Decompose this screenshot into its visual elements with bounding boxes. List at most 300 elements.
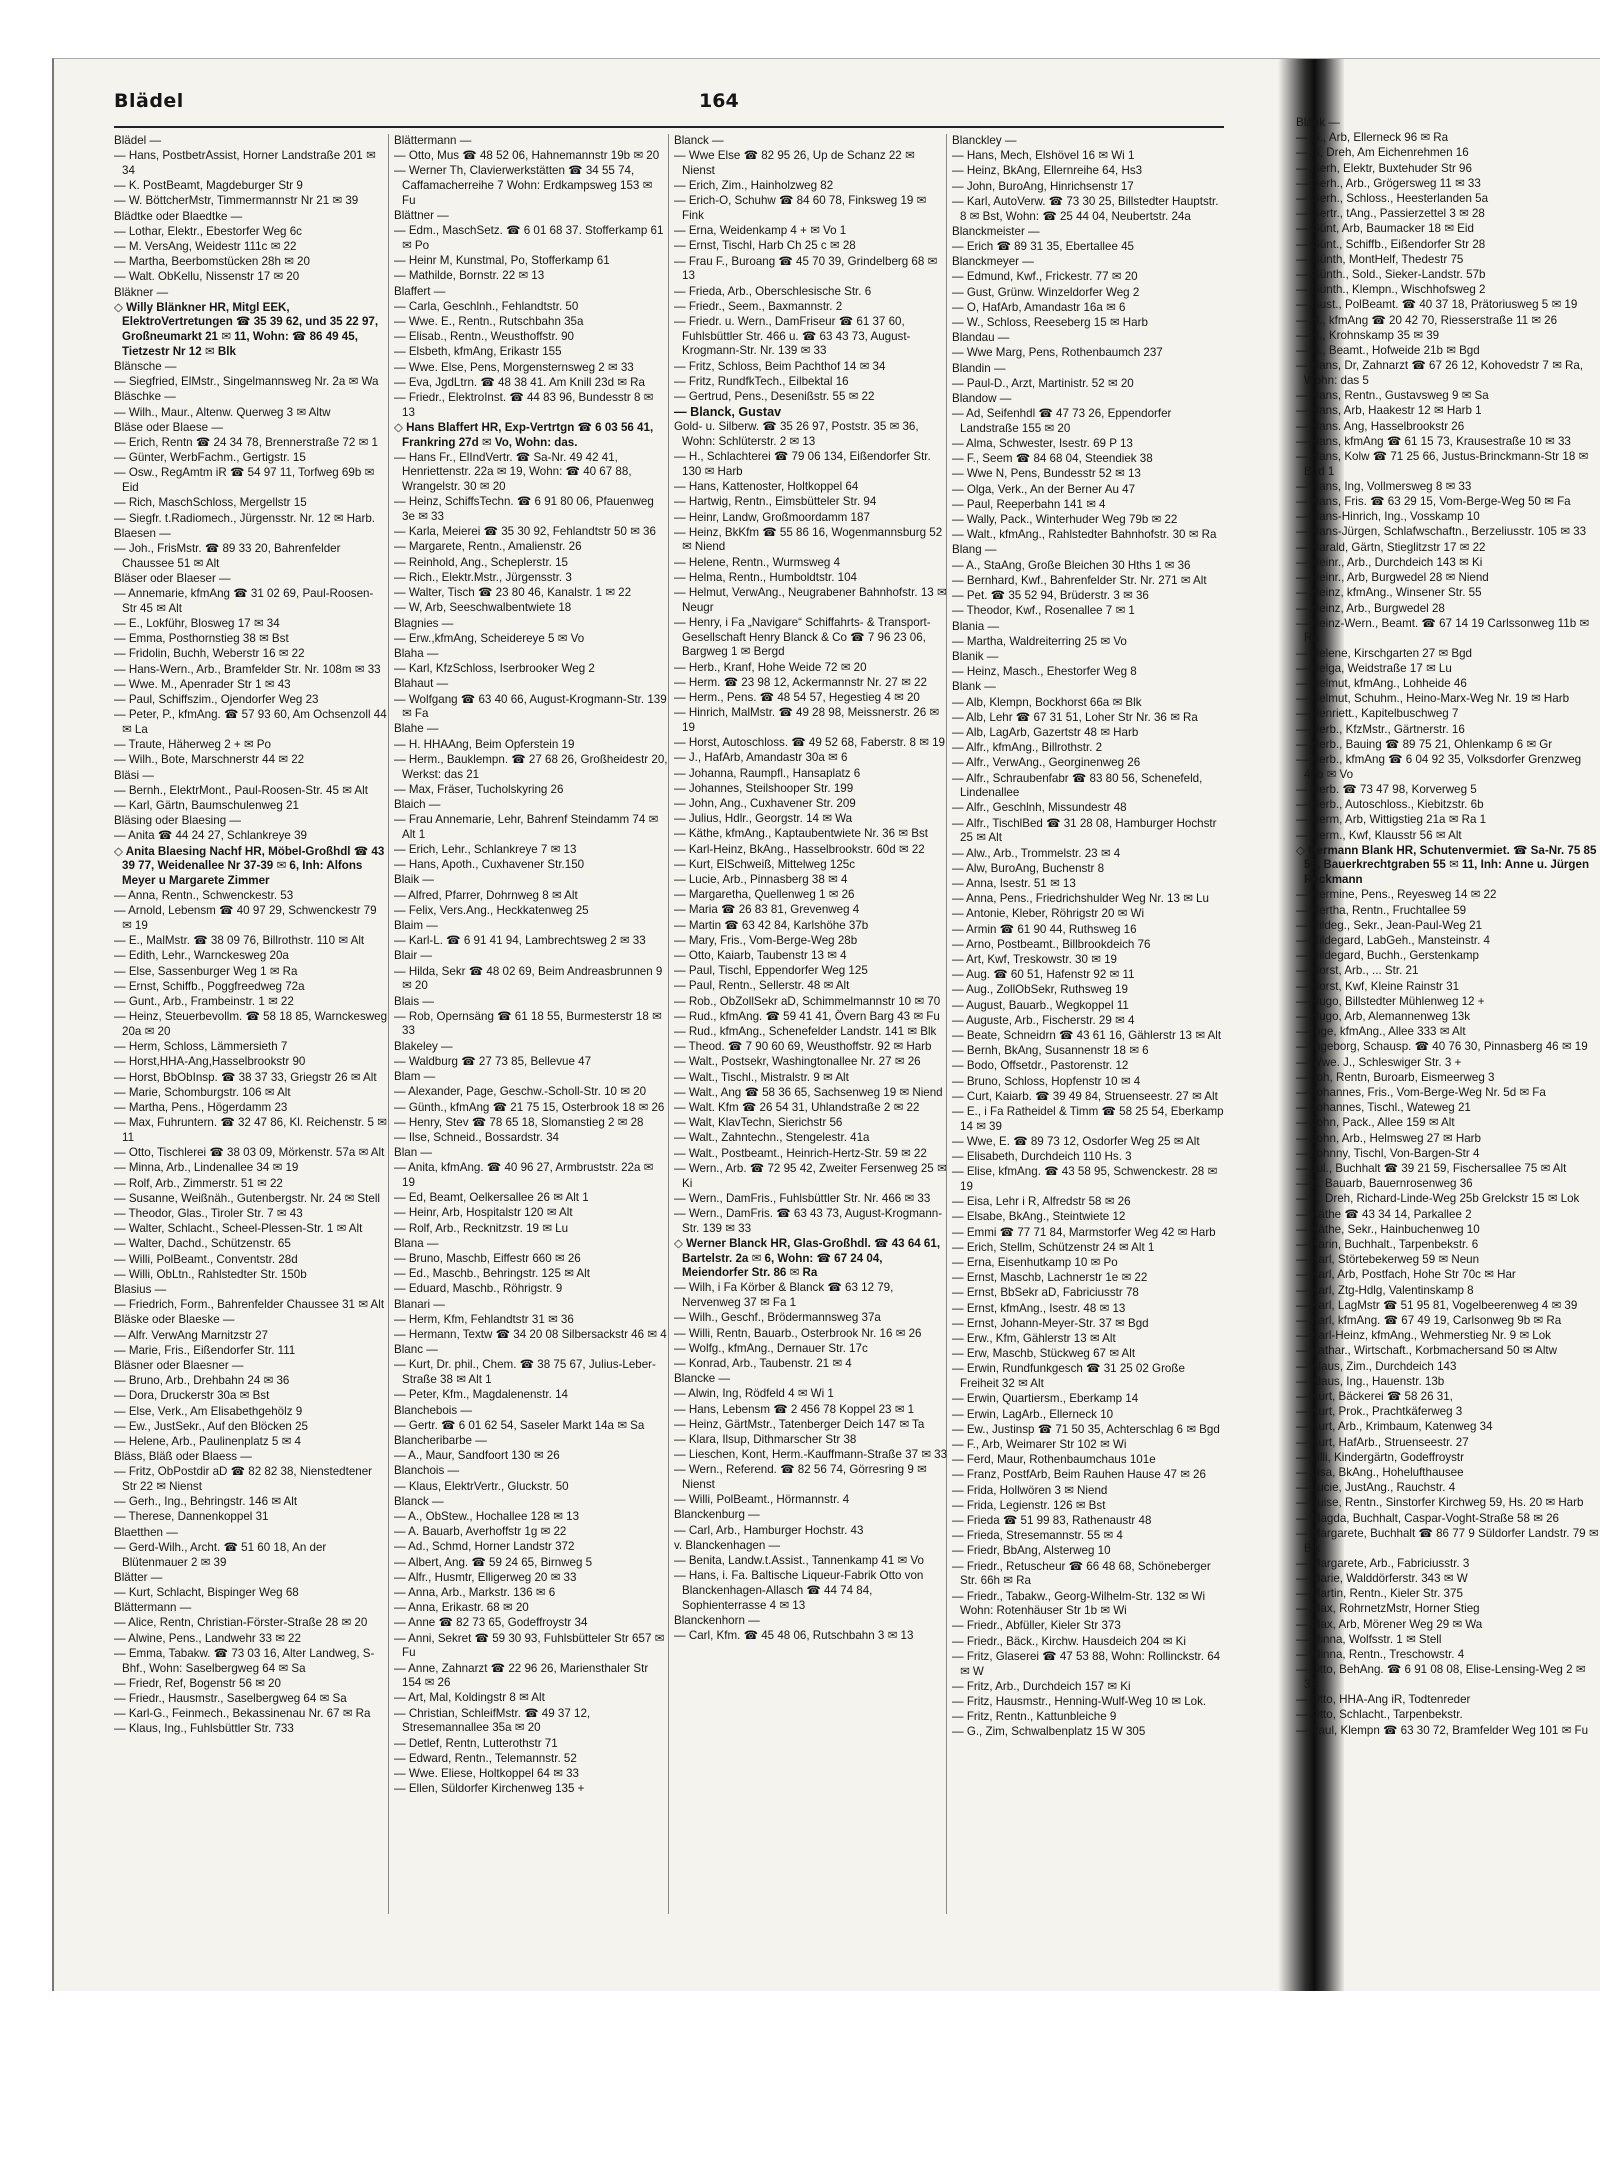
directory-entry: — Karl-L. ☎ 6 91 41 94, Lambrechtsweg 2 ✉ 33 <box>394 934 646 948</box>
directory-entry: — Wilh, i Fa Körber & Blanck ☎ 63 12 79, Nervenweg 37 ✉ Fa 1 <box>674 1281 894 1310</box>
directory-entry: — Horst, Arb., ... Str. 21 <box>1296 964 1419 978</box>
directory-entry: Blair — <box>394 949 433 963</box>
directory-entry: — G., Zim, Schwalbenplatz 15 W 305 <box>952 1725 1146 1739</box>
directory-entry: — Bruno, Arb., Drehbahn 24 ✉ 36 <box>114 1374 290 1388</box>
directory-entry: — Franz, PostfArb, Beim Rauhen Hause 47 ✉ 26 <box>952 1468 1206 1482</box>
directory-entry: — Anni, Sekret ☎ 59 30 93, Fuhlsbütteler Str 657 ✉ Fu <box>394 1631 665 1660</box>
directory-entry: — Karl, KfzSchloss, Iserbrooker Weg 2 <box>394 662 595 676</box>
directory-entry: — Osw., RegAmtm iR ☎ 54 97 11, Torfweg 69b ✉ Eid <box>114 466 375 495</box>
directory-entry: — John, BuroAng, Hinrichsenstr 17 <box>952 179 1134 193</box>
directory-entry: Blancheribarbe — <box>394 1433 487 1447</box>
directory-entry: — Emmi ☎ 77 71 84, Marmstorfer Weg 42 ✉ Harb <box>952 1225 1216 1239</box>
directory-entry: — Armin ☎ 61 90 44, Ruthsweg 16 <box>952 922 1137 936</box>
directory-entry: ◇ Willy Blänkner HR, Mitgl EEK, ElektroVertretungen ☎ 35 39 62, und 35 22 97, Großneumarkt 21 ✉ 11, Wohn: ☎ 86 49 45, Tietzestr Nr 12 ✉ Blk <box>114 300 379 358</box>
directory-entry: Bläske oder Blaeske — <box>114 1313 235 1327</box>
directory-entry: Blanik — <box>952 649 999 663</box>
directory-entry: Blanckley — <box>952 134 1017 147</box>
directory-entry: — Herb., Bauing ☎ 89 75 21, Ohlenkamp 6 ✉ Gr <box>1296 737 1553 751</box>
directory-entry: — Margarete, Arb., Fabriciusstr. 3 <box>1296 1556 1470 1570</box>
directory-entry: — Luise, Rentn., Sinstorfer Kirchweg 59, Hs. 20 ✉ Harb <box>1296 1496 1584 1510</box>
directory-entry: — Ad., Schmd, Horner Landstr 372 <box>394 1540 575 1554</box>
directory-column-1 <box>114 134 388 1924</box>
directory-entry: — Fritz, RundfkTech., Eilbektal 16 <box>674 374 849 388</box>
directory-entry: — Rob, Opernsäng ☎ 61 18 55, Burmesterstr 18 ✉ 33 <box>394 1009 662 1038</box>
directory-entry: — Arno, Postbeamt., Billbrookdeich 76 <box>952 937 1151 951</box>
directory-entry: — Kurt, Dr. phil., Chem. ☎ 38 75 67, Julius-Leber-Straße 38 ✉ Alt 1 <box>394 1358 656 1387</box>
directory-entry: Blandin — <box>952 361 1006 375</box>
directory-entry: Blancke — <box>674 1372 731 1386</box>
directory-entry: — Helene, Kirschgarten 27 ✉ Bgd <box>1296 646 1472 660</box>
directory-entry: — Waldburg ☎ 27 73 85, Bellevue 47 <box>394 1054 592 1068</box>
directory-entry: — Emma, Tabakw. ☎ 73 03 16, Alter Landweg, S-Bhf., Wohn: Saselbergweg 64 ✉ Sa <box>114 1646 375 1675</box>
directory-entry: — Heinz, BkKfm ☎ 55 86 16, Wogenmannsburg 52 ✉ Niend <box>674 525 943 554</box>
directory-entry: — Helene, Arb., Paulinenplatz 5 ✉ 4 <box>114 1434 301 1448</box>
directory-entry: — H., kfmAng ☎ 20 42 70, Riesserstraße 11 ✉ 26 <box>1296 313 1558 327</box>
directory-entry: — Art, Mal, Koldingstr 8 ✉ Alt <box>394 1691 545 1705</box>
directory-entry: — Friedr., ElektroInst. ☎ 44 83 96, Bundesstr 8 ✉ 13 <box>394 390 654 419</box>
directory-entry: Blanchebois — <box>394 1403 472 1417</box>
directory-entry: — Ernst, Johann-Meyer-Str. 37 ✉ Bgd <box>952 1316 1149 1330</box>
directory-entry: — Auguste, Arb., Fischerstr. 29 ✉ 4 <box>952 1013 1135 1027</box>
directory-entry: — Günth, MontHelf, Thedestr 75 <box>1296 252 1464 266</box>
directory-entry: — A., ObStew., Hochallee 128 ✉ 13 <box>394 1509 580 1523</box>
directory-entry: — Hildegard, Buchh., Gerstenkamp <box>1296 949 1480 963</box>
directory-entry: — Wern., Arb. ☎ 72 95 42, Zweiter Fersenweg 25 ✉ Ki <box>674 1161 947 1190</box>
directory-entry: — Erw., Kfm, Gählerstr 13 ✉ Alt <box>952 1332 1116 1346</box>
directory-entry: — Carla, Geschlnh., Fehlandtstr. 50 <box>394 299 579 313</box>
directory-entry: — K. PostBeamt, Magdeburger Str 9 <box>114 179 303 193</box>
directory-entry: — Fritz, Glaserei ☎ 47 53 88, Wohn: Rollinckstr. 64 ✉ W <box>952 1649 1221 1678</box>
directory-entry: Bläsing oder Blaesing — <box>114 814 241 828</box>
directory-entry: — Günth., Klempn., Wischhofsweg 2 <box>1296 283 1486 297</box>
directory-entry: — Kurt, ElSchweiß, Mittelweg 125c <box>674 857 856 871</box>
directory-entry: Blaik — <box>394 873 434 887</box>
directory-entry: Blandau — <box>952 331 1010 345</box>
directory-entry: — Hermann, Textw ☎ 34 20 08 Silbersackstr 46 ✉ 4 <box>394 1328 667 1342</box>
directory-entry: — Ernst, BbSekr aD, Fabriciusstr 78 <box>952 1286 1139 1300</box>
directory-entry: — Alfr., VerwAng., Georginenweg 26 <box>952 756 1141 770</box>
directory-column-4 <box>952 134 1224 1924</box>
directory-entry: — Else, Verk., Am Elisabethgehölz 9 <box>114 1404 303 1418</box>
directory-entry: — Erich, Rentn ☎ 24 34 78, Brennerstraße 72 ✉ 1 <box>114 436 378 450</box>
directory-entry: — Hans, i. Fa. Baltische Liqueur-Fabrik Otto von Blanckenhagen-Allasch ☎ 44 74 84, Sophienterrasse 4 ✉ 13 <box>674 1569 924 1612</box>
directory-entry: — Siegfr. t.Radiomech., Jürgensstr. Nr. 12 ✉ Harb. <box>114 511 376 525</box>
directory-entry: — Gerh., Schloss., Heesterlanden 5a <box>1296 192 1489 206</box>
directory-entry: — Herb. ☎ 73 47 98, Korverweg 5 <box>1296 782 1477 796</box>
directory-entry: Bläser oder Blaeser — <box>114 571 231 585</box>
directory-entry: — Rob., ObZollSekr aD, Schimmelmannstr 10 ✉ 70 <box>674 994 941 1008</box>
directory-entry: — Heinz, Steuerbevollm. ☎ 58 18 85, Warnckesweg 20a ✉ 20 <box>114 1010 388 1038</box>
directory-entry: — Ew., JustSekr., Auf den Blöcken 25 <box>114 1419 308 1433</box>
directory-entry: — M. VersAng, Weidestr 111c ✉ 22 <box>114 239 297 253</box>
directory-entry: — Bernhard, Kwf., Bahrenfelder Str. Nr. 271 ✉ Alt <box>952 573 1207 587</box>
directory-entry: — Günt., Schiffb., Eißendorfer Str 28 <box>1296 237 1486 251</box>
directory-entry: — Wern., DamFris. ☎ 63 43 73, August-Krogmann-Str. 139 ✉ 33 <box>674 1206 943 1235</box>
directory-entry: — Hugo, Billstedter Mühlenweg 12 + <box>1296 994 1485 1008</box>
directory-entry: — Fritz, Arb., Durchdeich 157 ✉ Ki <box>952 1679 1131 1693</box>
directory-entry: — W, Arb, Seeschwalbentwiete 18 <box>394 601 572 615</box>
directory-entry: — Willi, PolBeamt., Conventstr. 28d <box>114 1252 298 1266</box>
directory-entry: — Otto, Mus ☎ 48 52 06, Hahnemannstr 19b ✉ 20 <box>394 149 660 163</box>
directory-entry: — Reinhold, Ang., Scheplerstr. 15 <box>394 555 569 569</box>
directory-entry: — Hans, Fris. ☎ 63 29 15, Vom-Berge-Weg 50 ✉ Fa <box>1296 495 1571 509</box>
directory-entry: — Max, Arb, Mörener Weg 29 ✉ Wa <box>1296 1617 1483 1631</box>
directory-entry: — Gertr., tAng., Passierzettel 3 ✉ 28 <box>1296 207 1485 221</box>
directory-entry: Bläsi — <box>114 768 154 782</box>
directory-entry: — Walt., Zahntechn., Stengelestr. 41a <box>674 1131 870 1145</box>
directory-entry: — Helmut, Schuhm., Heino-Marx-Weg Nr. 19 ✉ Harb <box>1296 692 1570 706</box>
directory-entry: Blädtke oder Blaedtke — <box>114 209 243 223</box>
directory-entry: — Heinr., Arb, Burgwedel 28 ✉ Niend <box>1296 571 1489 585</box>
directory-entry: — Lilli, Kindergärtn, Godeffroystr <box>1296 1450 1464 1464</box>
directory-entry: — Hildeg., Sekr., Jean-Paul-Weg 21 <box>1296 918 1483 932</box>
directory-entry: — Hans. Ang, Hasselbrookstr 26 <box>1296 419 1465 433</box>
running-head: Blädel <box>114 90 184 112</box>
directory-entry: — Art, Kwf, Treskowstr. 30 ✉ 19 <box>952 952 1117 966</box>
directory-entry: ◇ Hans Blaffert HR, Exp-Vertrtgn ☎ 6 03 56 41, Frankring 27d ✉ Vo, Wohn: das. <box>394 420 654 449</box>
directory-entry: — Horst, BbObInsp. ☎ 38 37 33, Griegstr 26 ✉ Alt <box>114 1070 377 1084</box>
directory-entry: — Annemarie, kfmAng ☎ 31 02 69, Paul-Roosen-Str 45 ✉ Alt <box>114 587 374 615</box>
directory-entry: — K. Bauarb, Bauernrosenweg 36 <box>1296 1177 1473 1191</box>
directory-entry: — Kurt, Arb., Krimbaum, Katenweg 34 <box>1296 1420 1493 1434</box>
directory-entry: — Erw, Maschb, Stückweg 67 ✉ Alt <box>952 1347 1136 1361</box>
directory-entry: — Walter, Tisch ☎ 23 80 46, Kanalstr. 1 ✉ 22 <box>394 586 632 600</box>
directory-entry: ◇ Werner Blanck HR, Glas-Großhdl. ☎ 43 64 61, Bartelstr. 2a ✉ 6, Wohn: ☎ 67 24 04, Meiendorfer Str. 86 ✉ Ra <box>674 1236 941 1280</box>
directory-entry: — Alw, BuroAng, Buchenstr 8 <box>952 861 1105 875</box>
directory-entry: — Johanna, Raumpfl., Hansaplatz 6 <box>674 766 861 780</box>
directory-entry: — Wwe. M., Apenrader Str 1 ✉ 43 <box>114 677 291 691</box>
directory-entry: — Konrad, Arb., Taubenstr. 21 ✉ 4 <box>674 1356 852 1370</box>
directory-entry: — Helmut, VerwAng., Neugrabener Bahnhofstr. 13 ✉ Neugr <box>674 586 947 614</box>
directory-entry: — Carl, Kfm. ☎ 45 48 06, Rutschbahn 3 ✉ 13 <box>674 1629 914 1643</box>
directory-entry: — Felix, Vers.Ang., Heckkatenweg 25 <box>394 903 589 917</box>
directory-entry: — Karl, Störtebekerweg 59 ✉ Neun <box>1296 1253 1480 1267</box>
directory-entry: — Maria ☎ 26 83 81, Grevenweg 4 <box>674 903 860 917</box>
directory-entry: — Alfr., TischlBed ☎ 31 28 08, Hamburger Hochstr 25 ✉ Alt <box>952 816 1217 845</box>
directory-entry: — Alb, Klempn, Bockhorst 66a ✉ Blk <box>952 695 1142 709</box>
directory-entry: — Herb., KfzMstr., Gärtnerstr. 16 <box>1296 722 1465 736</box>
directory-entry: — A., StaAng, Große Bleichen 30 Hths 1 ✉ 36 <box>952 558 1191 572</box>
directory-entry: Blandow — <box>952 391 1012 405</box>
directory-entry: — Klaus, Zim., Durchdeich 143 <box>1296 1359 1457 1373</box>
directory-entry: — Elisabeth, Durchdeich 110 Hs. 3 <box>952 1150 1132 1164</box>
directory-entry: — Minna, Rentn., Treschowstr. 4 <box>1296 1648 1465 1662</box>
directory-entry: Blang — <box>952 543 997 557</box>
directory-entry: — Wwe N, Pens, Bundesstr 52 ✉ 13 <box>952 467 1141 481</box>
directory-entry: — Elsbeth, kfmAng, Erikastr 155 <box>394 345 562 359</box>
directory-entry: — Bruno, Schloss, Hopfenstr 10 ✉ 4 <box>952 1074 1141 1088</box>
directory-entry: — Frieda ☎ 51 99 83, Rathenaustr 48 <box>952 1513 1152 1527</box>
directory-entry: — Klaus, ElektrVertr., Gluckstr. 50 <box>394 1479 569 1493</box>
directory-entry: — Walter, Schlacht., Scheel-Plessen-Str. 1 ✉ Alt <box>114 1222 363 1236</box>
directory-entry: — Marie, Walddörferstr. 343 ✉ W <box>1296 1572 1468 1585</box>
directory-entry: — Edmund, Kwf., Frickestr. 77 ✉ 20 <box>952 270 1138 284</box>
directory-entry: — Walt., kfmAng., Rahlstedter Bahnhofstr. 30 ✉ Ra <box>952 528 1217 542</box>
directory-entry: — Erich, Lehr., Schlankreye 7 ✉ 13 <box>394 843 577 857</box>
directory-entry: Blaim — <box>394 919 438 933</box>
directory-entry: — Horst, Autoschloss. ☎ 49 52 68, Faberstr. 8 ✉ 19 <box>674 736 945 750</box>
directory-entry: Blanari — <box>394 1297 445 1311</box>
directory-entry: — Walt., Postsekr, Washingtonallee Nr. 27 ✉ 26 <box>674 1055 921 1069</box>
directory-entry: Blättermann — <box>394 134 472 147</box>
directory-entry: — H., Schlachterei ☎ 79 06 134, Eißendorfer Str. 130 ✉ Harb <box>674 450 931 478</box>
directory-entry: — Johannes, Steilshooper Str. 199 <box>674 781 854 795</box>
directory-entry: — Karl-G., Feinmech., Bekassinenau Nr. 67 ✉ Ra <box>114 1707 371 1721</box>
directory-entry: — Wwe, E. ☎ 89 73 12, Osdorfer Weg 25 ✉ Alt <box>952 1134 1200 1148</box>
directory-entry: — Ernst, kfmAng., Isestr. 48 ✉ 13 <box>952 1301 1126 1315</box>
column-divider <box>668 134 669 1914</box>
directory-entry: — Anna, Isestr. 51 ✉ 13 <box>952 876 1076 890</box>
directory-entry: — Walt., Postbeamt., Heinrich-Hertz-Str. 59 ✉ 22 <box>674 1146 927 1160</box>
directory-entry: — Gust, Grünw. Winzeldorfer Weg 2 <box>952 285 1140 299</box>
directory-entry: — Theodor, Glas., Tiroler Str. 7 ✉ 43 <box>114 1206 303 1220</box>
directory-entry: — Hans, Lebensm ☎ 2 456 78 Koppel 23 ✉ 1 <box>674 1402 915 1416</box>
directory-entry: — Harald, Gärtn, Stieglitzstr 17 ✉ 22 <box>1296 540 1486 554</box>
directory-entry: — Kurt, Schlacht, Bispinger Weg 68 <box>114 1586 299 1599</box>
directory-entry: — Detlef, Rentn, Lutterothstr 71 <box>394 1736 558 1750</box>
directory-entry: — Erw.,kfmAng, Scheidereye 5 ✉ Vo <box>394 631 585 645</box>
directory-entry: — Karl, Arb, Postfach, Hohe Str 70c ✉ Har <box>1296 1268 1516 1282</box>
directory-entry: — Magda, Buchhalt, Caspar-Voght-Straße 58 ✉ 26 <box>1296 1511 1559 1525</box>
directory-entry: — Joh., FrisMstr. ☎ 89 33 20, Bahrenfelder Chaussee 51 ✉ Alt <box>114 541 341 570</box>
directory-entry: — Carl, Arb., Hamburger Hochstr. 43 <box>674 1523 864 1537</box>
directory-entry: — Hans, PostbetrAssist, Horner Landstraße 201 ✉ 34 <box>114 149 376 177</box>
directory-entry: — Herm, Arb, Wittigstieg 21a ✉ Ra 1 <box>1296 813 1487 827</box>
directory-entry: — Walt. ObKellu, Nissenstr 17 ✉ 20 <box>114 270 300 284</box>
directory-entry: — Herb., Autoschloss., Kiebitzstr. 6b <box>1296 798 1484 812</box>
directory-entry: Blagnies — <box>394 616 454 630</box>
directory-entry: Blaesen — <box>114 526 171 540</box>
directory-entry: ◇ Anita Blaesing Nachf HR, Möbel-Großhdl ☎ 43 39 77, Weidenallee Nr 37-39 ✉ 6, Inh: Alfons Meyer u Margarete Zimmer <box>114 844 385 887</box>
directory-entry: Gold- u. Silberw. ☎ 35 26 97, Poststr. 35 ✉ 36, Wohn: Schlüterstr. 2 ✉ 13 <box>674 420 919 449</box>
directory-entry: — Max, Fuhruntern. ☎ 32 47 86, Kl. Reichenstr. 5 ✉ 11 <box>114 1116 387 1144</box>
directory-entry: — Käthe ☎ 43 34 14, Parkallee 2 <box>1296 1207 1472 1221</box>
directory-entry: — Kathar., Wirtschaft., Korbmachersand 50 ✉ Altw <box>1296 1344 1558 1358</box>
directory-column-5-facing-page <box>1296 116 1600 1906</box>
directory-entry: — Wwe. Else, Pens, Morgensternsweg 2 ✉ 33 <box>394 360 634 374</box>
directory-entry: — Minna, Wolfsstr. 1 ✉ Stell <box>1296 1632 1442 1646</box>
directory-entry: — Karl, Gärtn, Baumschulenweg 21 <box>114 798 299 812</box>
page-number: 164 <box>699 90 739 112</box>
directory-entry: Blahe — <box>394 722 439 736</box>
directory-entry: Blais — <box>394 994 434 1008</box>
page-header <box>114 84 1224 124</box>
directory-entry: — Alfr. VerwAng Marnitzstr 27 <box>114 1328 268 1342</box>
directory-entry: — Hertha, Rentn., Fruchtallee 59 <box>1296 903 1467 917</box>
directory-entry: — John, Pack., Allee 159 ✉ Alt <box>1296 1116 1455 1130</box>
directory-entry: — Helmut, kfmAng., Lohheide 46 <box>1296 677 1467 691</box>
directory-entry: — Hugo, Arb, Alemannenweg 13k <box>1296 1009 1471 1023</box>
directory-entry: — Rolf, Arb., Zimmerstr. 51 ✉ 22 <box>114 1176 283 1190</box>
directory-entry: — Margaretha, Quellenweg 1 ✉ 26 <box>674 888 855 902</box>
directory-entry: — John, Ang., Cuxhavener Str. 209 <box>674 796 856 810</box>
directory-entry: — Albert, Ang. ☎ 59 24 65, Birnweg 5 <box>394 1555 593 1569</box>
directory-entry: — Heinr, Arb, Hospitalstr 120 ✉ Alt <box>394 1206 573 1220</box>
directory-entry: — Fritz, Schloss, Beim Pachthof 14 ✉ 34 <box>674 359 886 373</box>
directory-entry: — Elsabe, BkAng., Steintwiete 12 <box>952 1210 1126 1224</box>
directory-entry: — Friedr., Retuscheur ☎ 66 48 68, Schöneberger Str. 66h ✉ Ra <box>952 1559 1211 1588</box>
directory-entry: — Rolf, Arb., Recknitzstr. 19 ✉ Lu <box>394 1221 569 1235</box>
directory-entry: — Edward, Rentn., Telemannstr. 52 <box>394 1751 577 1765</box>
directory-entry: — F., Arb, Weimarer Str 102 ✉ Wi <box>952 1437 1127 1451</box>
directory-entry: — Friedr., Abfüller, Kieler Str 373 <box>952 1619 1121 1633</box>
directory-entry: — Frieda, Stresemannstr. 55 ✉ 4 <box>952 1529 1123 1543</box>
directory-entry: — Walt, KlavTechn, Sierichstr 56 <box>674 1116 843 1130</box>
directory-entry: — Heinz, SchiffsTechn. ☎ 6 91 80 06, Pfauenweg 3e ✉ 33 <box>394 495 654 524</box>
directory-entry: — Max, Fräser, Tucholskyring 26 <box>394 782 564 796</box>
directory-entry: — Hans, Rentn., Gustavsweg 9 ✉ Sa <box>1296 389 1489 403</box>
directory-entry: — Herb., kfmAng ☎ 6 04 92 35, Volksdorfer Grenzweg 40b ✉ Vo <box>1296 753 1582 781</box>
directory-entry: — Heinr., Arb., Durchdeich 143 ✉ Ki <box>1296 555 1483 569</box>
directory-entry: — Erich, Stellm, Schützenstr 24 ✉ Alt 1 <box>952 1240 1155 1254</box>
directory-entry: — Heinz, Arb., Burgwedel 28 <box>1296 601 1445 615</box>
directory-entry: — Johnny, Tischl, Von-Bargen-Str 4 <box>1296 1146 1480 1160</box>
directory-entry: — Anna, Pens., Friedrichshulder Weg Nr. 13 ✉ Lu <box>952 892 1209 906</box>
directory-entry: — Anita ☎ 44 24 27, Schlankreye 39 <box>114 829 307 843</box>
directory-entry: — Ernst, Tischl, Harb Ch 25 c ✉ 28 <box>674 239 856 253</box>
directory-entry: — Gunt., Arb., Frambeinstr. 1 ✉ 22 <box>114 995 294 1009</box>
directory-entry: — Wilh., Geschf., Brödermannsweg 37a <box>674 1311 881 1325</box>
directory-entry: Blam — <box>394 1070 436 1084</box>
directory-entry: — Alb, Lehr ☎ 67 31 51, Loher Str Nr. 36 ✉ Ra <box>952 710 1198 724</box>
directory-entry: — Margarete, Rentn., Amalienstr. 26 <box>394 540 582 554</box>
directory-entry: — Mary, Fris., Vom-Berge-Weg 28b <box>674 933 858 947</box>
directory-entry: — Alfred, Pfarrer, Dohrnweg 8 ✉ Alt <box>394 888 578 902</box>
directory-entry: — Walt. Kfm ☎ 26 54 31, Uhlandstraße 2 ✉ 22 <box>674 1101 920 1114</box>
directory-entry: Blanckmeister — <box>952 224 1040 238</box>
directory-entry: — Rich., Elektr.Mstr., Jürgensstr. 3 <box>394 570 572 584</box>
directory-entry: — Curt, Kaiarb. ☎ 39 49 84, Struenseestr. 27 ✉ Alt <box>952 1089 1218 1103</box>
directory-entry: — Anna, Arb., Markstr. 136 ✉ 6 <box>394 1586 556 1599</box>
directory-entry: — Alwine, Pens., Landwehr 33 ✉ 22 <box>114 1631 301 1645</box>
directory-entry: — Käthe, Sekr., Hainbuchenweg 10 <box>1296 1222 1480 1236</box>
directory-entry: — Hartwig, Rentn., Eimsbütteler Str. 94 <box>674 495 877 509</box>
directory-entry: — E., i Fa Ratheidel & Timm ☎ 58 25 54, Eberkamp 14 ✉ 39 <box>952 1105 1224 1133</box>
directory-entry: — Frieda, Arb., Oberschlesische Str. 6 <box>674 284 872 298</box>
directory-entry: Blätter — <box>114 1570 163 1584</box>
directory-entry: — Peter, Kfm., Magdalenenstr. 14 <box>394 1388 568 1402</box>
directory-entry: — A., Maur, Sandfoort 130 ✉ 26 <box>394 1449 560 1463</box>
directory-entry: — Werner Th, Clavierwerkstätten ☎ 34 55 74, Caffamacherreihe 7 Wohn: Erdkampsweg 153 ✉ Fu <box>394 164 653 207</box>
directory-entry: v. Blanckenhagen — <box>674 1538 781 1552</box>
directory-entry: — Anita, kfmAng. ☎ 40 96 27, Armbruststr. 22a ✉ 19 <box>394 1161 654 1190</box>
directory-entry: — Rud., kfmAng., Schenefelder Landstr. 141 ✉ Blk <box>674 1024 937 1038</box>
directory-entry: — Hermine, Pens., Reyesweg 14 ✉ 22 <box>1296 888 1497 902</box>
directory-entry: — Hans, Apoth., Cuxhavener Str.150 <box>394 858 585 872</box>
directory-entry: — Theodor, Kwf., Rosenallee 7 ✉ 1 <box>952 604 1135 618</box>
directory-entry: — Siegfried, ElMstr., Singelmannsweg Nr. 2a ✉ Wa <box>114 375 379 389</box>
directory-entry: — Ernst, Schiffb., Poggfreedweg 72a <box>114 979 305 993</box>
directory-column-2 <box>394 134 668 1924</box>
directory-entry: — Lieschen, Kont, Herm.-Kauffmann-Straße 37 ✉ 33 <box>674 1448 948 1462</box>
directory-entry: — E., Lokführ, Blosweg 17 ✉ 34 <box>114 617 280 630</box>
directory-entry: — Fritz, Rentn., Kattunbleiche 9 <box>952 1710 1117 1724</box>
directory-entry: — H., Krohnskamp 35 ✉ 39 <box>1296 328 1440 342</box>
directory-entry: — Wern., Referend. ☎ 82 56 74, Görresring 9 ✉ Nienst <box>674 1463 927 1492</box>
directory-entry: — Herm., Kwf, Klausstr 56 ✉ Alt <box>1296 828 1462 842</box>
directory-entry: — Ellen, Süldorfer Kirchenweg 135 + <box>394 1782 585 1796</box>
directory-entry: — Erna, Eisenhutkamp 10 ✉ Po <box>952 1256 1118 1270</box>
directory-entry: — Alfr., Husmtr, Elligerweg 20 ✉ 33 <box>394 1570 577 1584</box>
directory-entry: — Paul, Klempn ☎ 63 30 72, Bramfelder Weg 101 ✉ Fu <box>1296 1723 1589 1737</box>
directory-entry: — Martha, Beerbomstücken 28h ✉ 20 <box>114 255 310 269</box>
directory-entry: — Paul, Tischl, Eppendorfer Weg 125 <box>674 964 868 978</box>
directory-entry: — Christian, SchleifMstr. ☎ 49 37 12, Stresemannallee 35a ✉ 20 <box>394 1706 591 1735</box>
directory-entry: — Anna, Erikastr. 68 ✉ 20 <box>394 1601 529 1615</box>
directory-entry: — Herm, Kfm, Fehlandtstr 31 ✉ 36 <box>394 1312 574 1326</box>
directory-entry: — Alfr., kfmAng., Billrothstr. 2 <box>952 741 1103 755</box>
directory-entry: Blaetthen — <box>114 1525 178 1539</box>
directory-entry: — Frau F., Buroang ☎ 45 70 39, Grindelberg 68 ✉ 13 <box>674 254 938 283</box>
directory-entry: — Günter, WerbFachm., Gertigstr. 15 <box>114 451 306 465</box>
directory-entry: — Antonie, Kleber, Röhrigstr 20 ✉ Wi <box>952 907 1145 921</box>
directory-entry: — Theod. ☎ 7 90 60 69, Weusthoffstr. 92 ✉ Harb <box>674 1040 932 1054</box>
directory-entry: — Friedr., Hausmstr., Saselbergweg 64 ✉ Sa <box>114 1691 347 1705</box>
directory-entry: — Martha, Waldreiterring 25 ✉ Vo <box>952 634 1127 648</box>
directory-entry: — Fritz, ObPostdir aD ☎ 82 82 38, Nienstedtener Str 22 ✉ Nienst <box>114 1465 373 1494</box>
directory-entry: Blasius — <box>114 1282 167 1296</box>
directory-entry: — Heinz, kfmAng., Winsener Str. 55 <box>1296 586 1482 600</box>
directory-entry: — Anne, Zahnarzt ☎ 22 96 26, Mariensthaler Str 154 ✉ 26 <box>394 1661 649 1690</box>
directory-entry: — Wwe Marg, Pens, Rothenbaumch 237 <box>952 346 1163 360</box>
directory-entry: — Ernst, Maschb, Lachnerstr 1e ✉ 22 <box>952 1271 1148 1285</box>
directory-entry: — Wwe. J., Schleswiger Str. 3 + <box>1296 1055 1462 1069</box>
directory-entry: — Kurt, Bäckerei ☎ 58 26 31, <box>1296 1390 1453 1404</box>
directory-entry: — Eduard, Maschb., Röhrigstr. 9 <box>394 1282 563 1296</box>
directory-entry: — Hans-Hinrich, Ing., Vosskamp 10 <box>1296 510 1480 524</box>
directory-entry: — Bruno, Maschb, Eiffestr 660 ✉ 26 <box>394 1252 581 1266</box>
directory-entry: Blania — <box>952 619 1000 633</box>
directory-entry: — Otto, Schlacht., Tarpenbekstr. <box>1296 1708 1463 1722</box>
directory-entry: — Friedr, Ref, Bogenstr 56 ✉ 20 <box>114 1676 281 1690</box>
directory-entry: Blanckmeyer — <box>952 255 1034 269</box>
directory-entry: — Wilh., Maur., Altenw. Querweg 3 ✉ Altw <box>114 405 331 419</box>
directory-entry: — Beate, Schneidrn ☎ 43 61 16, Gählerstr 13 ✉ Alt <box>952 1028 1222 1042</box>
directory-entry: — Henry, Stev ☎ 78 65 18, Slomanstieg 2 ✉ 28 <box>394 1115 644 1129</box>
directory-entry: — Gerh., Arb., Grögersweg 11 ✉ 33 <box>1296 176 1481 190</box>
directory-entry: — Bernh, BkAng, Susannenstr 18 ✉ 6 <box>952 1044 1149 1058</box>
directory-entry: — Herm. ☎ 23 98 12, Ackermannstr Nr. 27 ✉ 22 <box>674 675 927 689</box>
directory-entry: — W., Schloss, Reeseberg 15 ✉ Harb <box>952 315 1148 329</box>
directory-entry: — Blanck, Gustav <box>674 405 782 420</box>
directory-entry: — Elisab., Rentn., Weusthoffstr. 90 <box>394 330 575 344</box>
directory-entry: — G., Arb, Ellerneck 96 ✉ Ra <box>1296 131 1449 145</box>
directory-entry: — Gerh., Ing., Behringstr. 146 ✉ Alt <box>114 1495 298 1509</box>
directory-entry: — Friedr., Seem., Baxmannstr. 2 <box>674 299 843 313</box>
directory-entry: — Erwin, Quartiersm., Eberkamp 14 <box>952 1392 1139 1406</box>
directory-entry: — Hans, Arb, Haakestr 12 ✉ Harb 1 <box>1296 404 1482 418</box>
directory-entry: — Edm., MaschSetz. ☎ 6 01 68 37. Stofferkamp 61 ✉ Po <box>394 224 664 252</box>
directory-entry: — Heinr, Landw, Großmoordamm 187 <box>674 510 870 524</box>
directory-entry: — Lothar, Elektr., Ebestorfer Weg 6c <box>114 224 302 238</box>
directory-entry: — John, Arb., Helmsweg 27 ✉ Harb <box>1296 1131 1481 1145</box>
directory-entry: Blana — <box>394 1236 439 1250</box>
directory-entry: — Erwin, Rundfunkgesch ☎ 31 25 02 Große Freiheit 32 ✉ Alt <box>952 1362 1185 1391</box>
directory-entry: — Friedr., Bäck., Kirchw. Hausdeich 204 ✉ Ki <box>952 1634 1186 1648</box>
directory-entry: — Erich ☎ 89 31 35, Ebertallee 45 <box>952 239 1135 253</box>
directory-entry: — Rich, MaschSchloss, Mergellstr 15 <box>114 496 307 510</box>
directory-entry: — Ilse, Schneid., Bossardstr. 34 <box>394 1130 559 1144</box>
directory-entry: — Käthe, kfmAng., Kaptaubentwiete Nr. 36 ✉ Bst <box>674 827 928 841</box>
directory-entry: — Frida, Hollwören 3 ✉ Niend <box>952 1483 1108 1497</box>
directory-entry: — Traute, Häherweg 2 + ✉ Po <box>114 738 271 752</box>
directory-entry: — Mathilde, Bornstr. 22 ✉ 13 <box>394 269 545 283</box>
directory-entry: — H. HHAAng, Beim Opferstein 19 <box>394 737 575 751</box>
directory-entry: — Karl, kfmAng. ☎ 67 49 19, Carlsonweg 9b ✉ Ra <box>1296 1314 1562 1328</box>
directory-entry: — Alw., Arb., Trommelstr. 23 ✉ 4 <box>952 846 1121 860</box>
directory-entry: — Therese, Dannenkoppel 31 <box>114 1510 269 1524</box>
directory-entry: — Otto, HHA-Ang iR, Todtenreder <box>1296 1693 1471 1707</box>
